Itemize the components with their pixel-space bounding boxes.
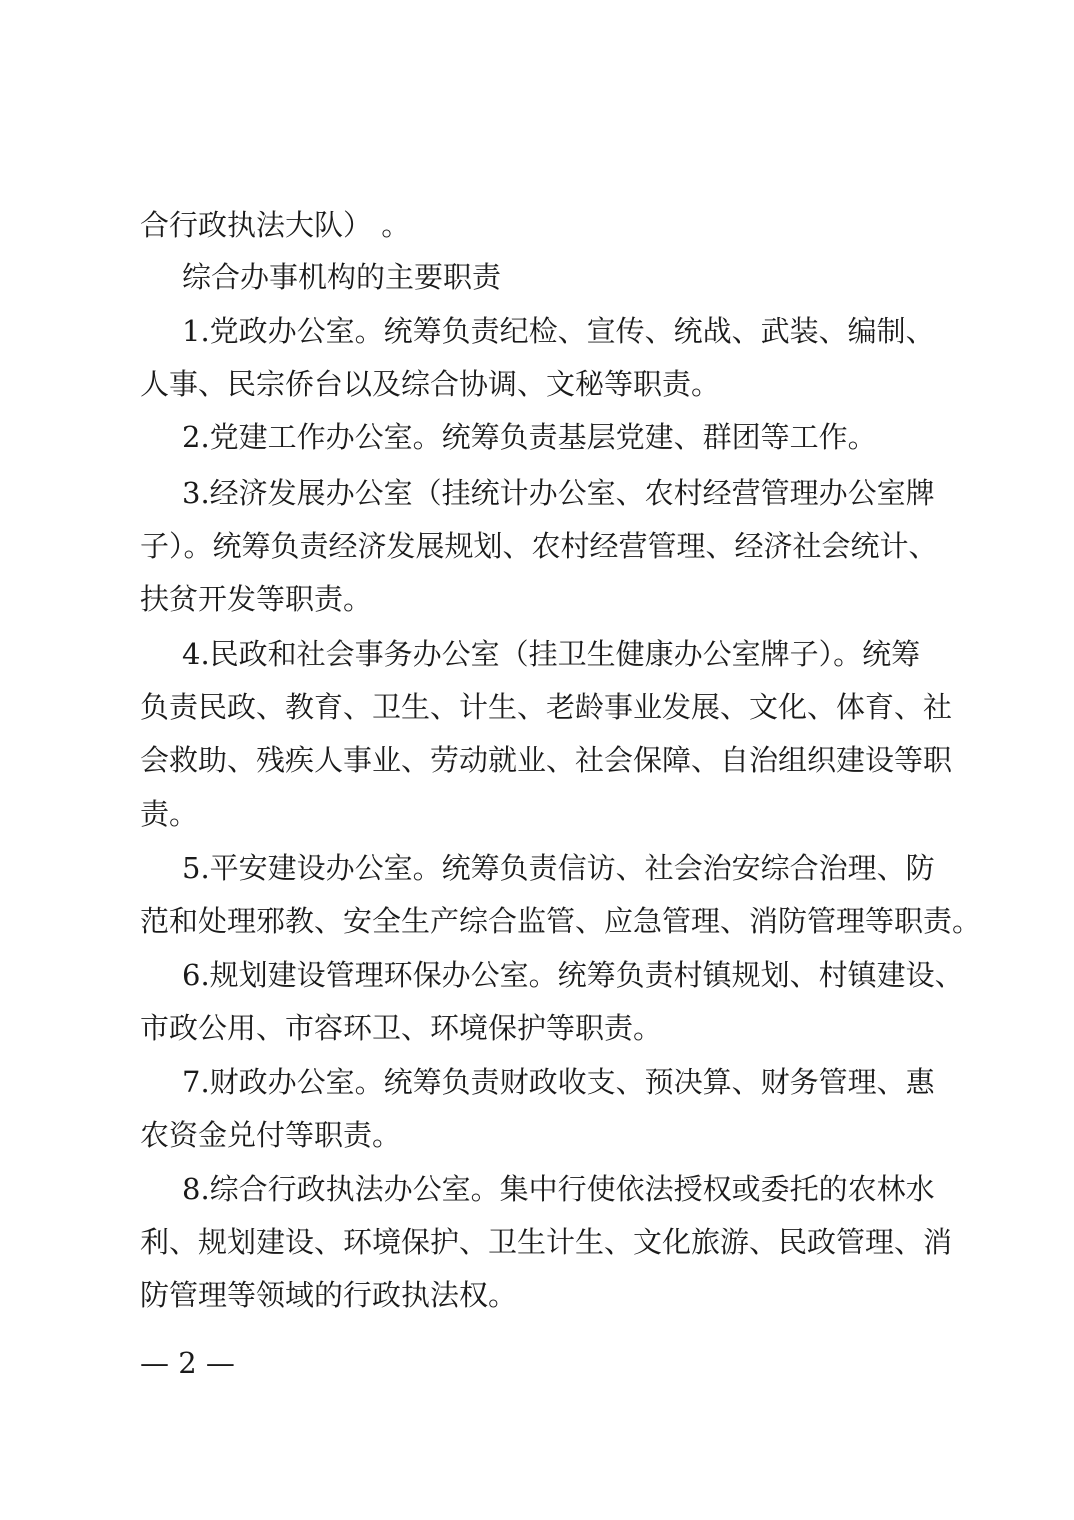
text-line: 3.经济发展办公室（挂统计办公室、农村经营管理办公室牌 <box>182 476 935 510</box>
text-line: 7.财政办公室。统筹负责财政收支、预决算、财务管理、惠 <box>182 1065 935 1099</box>
text-line: 子）。统筹负责经济发展规划、农村经营管理、经济社会统计、 <box>140 529 938 563</box>
text-line: 利、规划建设、环境保护、卫生计生、文化旅游、民政管理、消 <box>140 1225 953 1259</box>
text-line: 会救助、残疾人事业、劳动就业、社会保障、自治组织建设等职 <box>140 743 953 777</box>
text-line: 2.党建工作办公室。统筹负责基层党建、群团等工作。 <box>182 420 877 454</box>
text-line: 1.党政办公室。统筹负责纪检、宣传、统战、武装、编制、 <box>182 314 935 348</box>
page-number: — 2 — <box>140 1346 235 1380</box>
text-line: 8.综合行政执法办公室。集中行使依法授权或委托的农林水 <box>182 1172 935 1206</box>
text-line: 范和处理邪教、安全生产综合监管、应急管理、消防管理等职责。 <box>140 904 982 938</box>
text-line: 责。 <box>140 797 199 831</box>
text-line: 扶贫开发等职责。 <box>140 582 373 616</box>
section-heading: 综合办事机构的主要职责 <box>182 260 502 294</box>
text-line: 负责民政、教育、卫生、计生、老龄事业发展、文化、体育、社 <box>140 690 953 724</box>
text-line: 农资金兑付等职责。 <box>140 1118 402 1152</box>
text-line: 合行政执法大队） 。 <box>140 208 411 242</box>
text-line: 市政公用、市容环卫、环境保护等职责。 <box>140 1011 663 1045</box>
text-line: 5.平安建设办公室。统筹负责信访、社会治安综合治理、防 <box>182 851 935 885</box>
text-line: 4.民政和社会事务办公室（挂卫生健康办公室牌子）。统筹 <box>182 637 921 671</box>
text-line: 6.规划建设管理环保办公室。统筹负责村镇规划、村镇建设、 <box>182 958 964 992</box>
text-line: 人事、民宗侨台以及综合协调、文秘等职责。 <box>140 367 721 401</box>
text-line: 防管理等领域的行政执法权。 <box>140 1278 518 1312</box>
